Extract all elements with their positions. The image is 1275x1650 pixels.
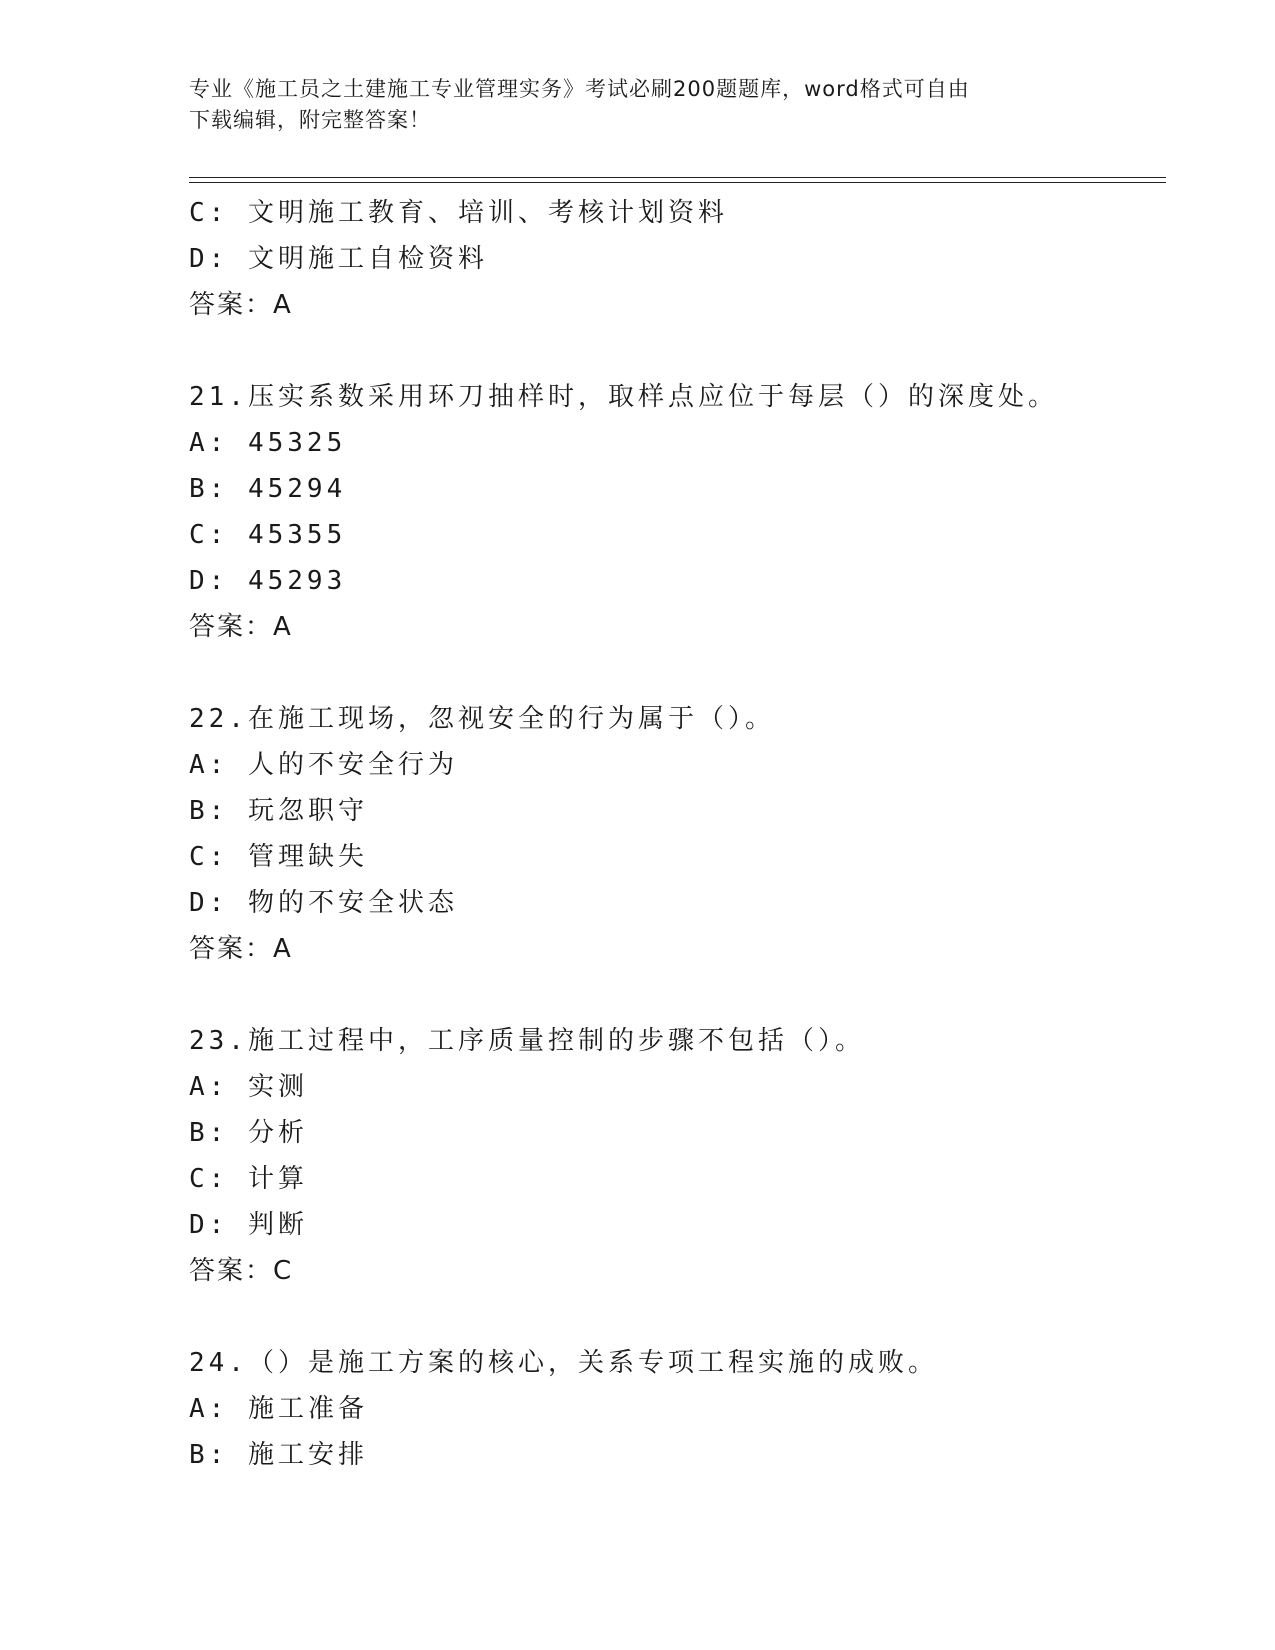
question-block-prev [189, 190, 1169, 328]
option-c: C: 计算 [189, 1164, 308, 1194]
option-b: B: 施工安排 [189, 1440, 368, 1470]
option-a: A: 实测 [189, 1072, 308, 1102]
header-line-2: 下载编辑，附完整答案！ [189, 108, 431, 132]
question-block-23 [189, 1018, 1169, 1294]
answer: 答案：A [189, 934, 293, 964]
spacer [189, 650, 1169, 696]
spacer [189, 328, 1169, 374]
question-block-24 [189, 1340, 1169, 1478]
question-text: 23.施工过程中，工序质量控制的步骤不包括（）。 [189, 1026, 865, 1056]
answer: 答案：A [189, 612, 293, 642]
option-d: D: 45293 [189, 566, 347, 596]
header-divider-bottom [189, 182, 1166, 183]
document-header [189, 74, 1089, 136]
question-text: 24.（）是施工方案的核心，关系专项工程实施的成败。 [189, 1348, 938, 1378]
spacer [189, 972, 1169, 1018]
spacer [189, 1294, 1169, 1340]
option-b: B: 分析 [189, 1118, 308, 1148]
header-line-1: 专业《施工员之土建施工专业管理实务》考试必刷200题题库，word格式可自由 [189, 77, 970, 101]
option-d: D: 判断 [189, 1210, 308, 1240]
question-text: 22.在施工现场，忽视安全的行为属于（）。 [189, 704, 775, 734]
option-b: B: 玩忽职守 [189, 796, 368, 826]
answer: 答案：A [189, 290, 293, 320]
question-block-22 [189, 696, 1169, 972]
question-text: 21.压实系数采用环刀抽样时，取样点应位于每层（）的深度处。 [189, 382, 1058, 412]
header-divider-top [189, 177, 1166, 178]
option-c: C: 管理缺失 [189, 842, 368, 872]
option-d: D: 物的不安全状态 [189, 888, 458, 918]
answer: 答案：C [189, 1256, 294, 1286]
question-list [189, 190, 1169, 1478]
option-c: C: 45355 [189, 520, 347, 550]
option-b: B: 45294 [189, 474, 347, 504]
option-a: A: 施工准备 [189, 1394, 368, 1424]
option-a: A: 人的不安全行为 [189, 750, 458, 780]
option-a: A: 45325 [189, 428, 347, 458]
question-block-21 [189, 374, 1169, 650]
option-d: D: 文明施工自检资料 [189, 244, 488, 274]
option-c: C: 文明施工教育、培训、考核计划资料 [189, 198, 728, 228]
